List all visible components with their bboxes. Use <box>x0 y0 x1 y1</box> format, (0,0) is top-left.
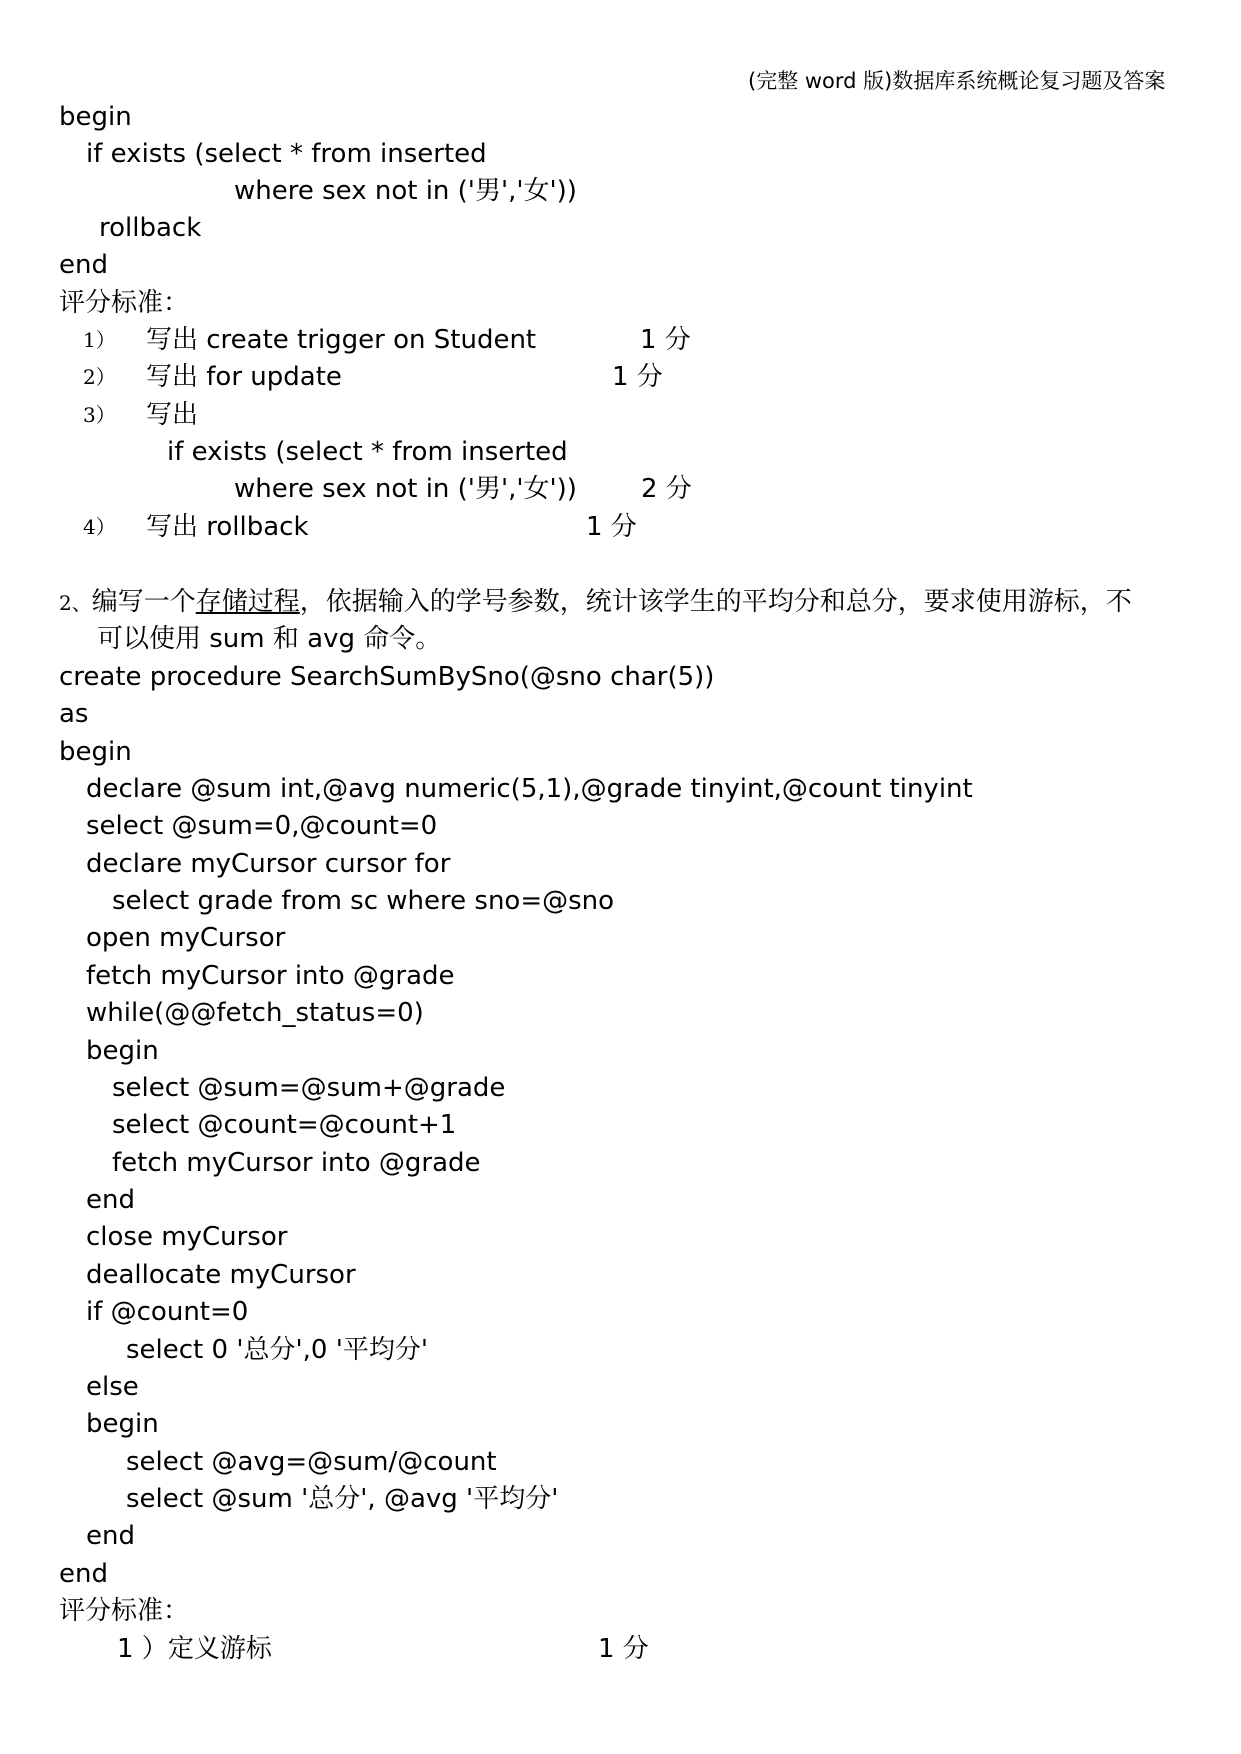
code-line: open myCursor <box>86 923 286 953</box>
code-line: as <box>59 699 89 729</box>
code-line: if exists (select * from inserted <box>86 139 487 169</box>
criteria-item-label: 定义游标 <box>167 1634 272 1664</box>
question-2-text-cont: 可以使用 sum 和 avg 命令。 <box>97 624 442 654</box>
criteria-item-score: 2 分 <box>641 474 692 504</box>
criteria-item-code: where sex not in ('男','女')) <box>234 474 577 504</box>
code-line: select @sum=0,@count=0 <box>86 811 438 841</box>
code-line: else <box>86 1372 139 1402</box>
code-line: end <box>59 1559 108 1589</box>
criteria-item-score: 1 分 <box>640 325 691 355</box>
code-line: select 0 '总分',0 '平均分' <box>126 1335 428 1365</box>
criteria-item-code: if exists (select * from inserted <box>167 437 568 467</box>
code-line: select grade from sc where sno=@sno <box>112 886 615 916</box>
page-header: (完整 word 版)数据库系统概论复习题及答案 <box>748 69 1166 93</box>
criteria-item-text: 写出 <box>146 400 199 430</box>
code-line: end <box>59 250 108 280</box>
criteria-item-number: 1） <box>83 328 116 352</box>
code-line: begin <box>86 1036 159 1066</box>
code-line: where sex not in ('男','女')) <box>234 176 577 206</box>
code-line: begin <box>59 737 132 767</box>
code-line: deallocate myCursor <box>86 1260 356 1290</box>
code-line: begin <box>86 1409 159 1439</box>
code-line: select @count=@count+1 <box>112 1110 457 1140</box>
criteria-title: 评分标准： <box>59 288 190 318</box>
question-text: 编写一个 <box>91 587 196 617</box>
code-line: select @sum '总分', @avg '平均分' <box>126 1484 559 1514</box>
stored-procedure-link[interactable]: 存储过程 <box>195 587 300 617</box>
criteria-item-text: 写出 rollback <box>146 512 309 542</box>
criteria-item-text: 写出 create trigger on Student <box>146 325 537 355</box>
code-line: end <box>86 1521 135 1551</box>
code-line: begin <box>59 102 132 132</box>
code-line: fetch myCursor into @grade <box>112 1148 481 1178</box>
criteria-item-text <box>117 1631 272 1667</box>
criteria-item-number: 4） <box>83 515 116 539</box>
criteria-item-number: 3） <box>83 403 116 427</box>
criteria-item-text: 写出 for update <box>146 362 342 392</box>
criteria-title: 评分标准： <box>59 1596 190 1626</box>
code-line: rollback <box>99 213 202 243</box>
code-line: select @avg=@sum/@count <box>126 1447 497 1477</box>
question-number: 2、 <box>59 591 92 615</box>
code-line: end <box>86 1185 135 1215</box>
code-line: fetch myCursor into @grade <box>86 961 455 991</box>
code-line: create procedure SearchSumBySno(@sno char(5)) <box>59 662 715 692</box>
code-line: declare @sum int,@avg numeric(5,1),@grade tinyint,@count tinyint <box>86 774 973 804</box>
code-line: if @count=0 <box>86 1297 249 1327</box>
criteria-item-number: 1 ） <box>117 1634 168 1664</box>
question-text: ，依据输入的学号参数，统计该学生的平均分和总分，要求使用游标，不 <box>299 587 1132 617</box>
criteria-item-score: 1 分 <box>586 512 637 542</box>
criteria-item-score: 1 分 <box>612 362 663 392</box>
criteria-item-number: 2） <box>83 365 116 389</box>
code-line: close myCursor <box>86 1222 288 1252</box>
criteria-item-score: 1 分 <box>598 1634 649 1664</box>
question-2-text <box>59 584 1132 620</box>
code-line: while(@@fetch_status=0) <box>86 998 424 1028</box>
code-line: declare myCursor cursor for <box>86 849 451 879</box>
code-line: select @sum=@sum+@grade <box>112 1073 506 1103</box>
